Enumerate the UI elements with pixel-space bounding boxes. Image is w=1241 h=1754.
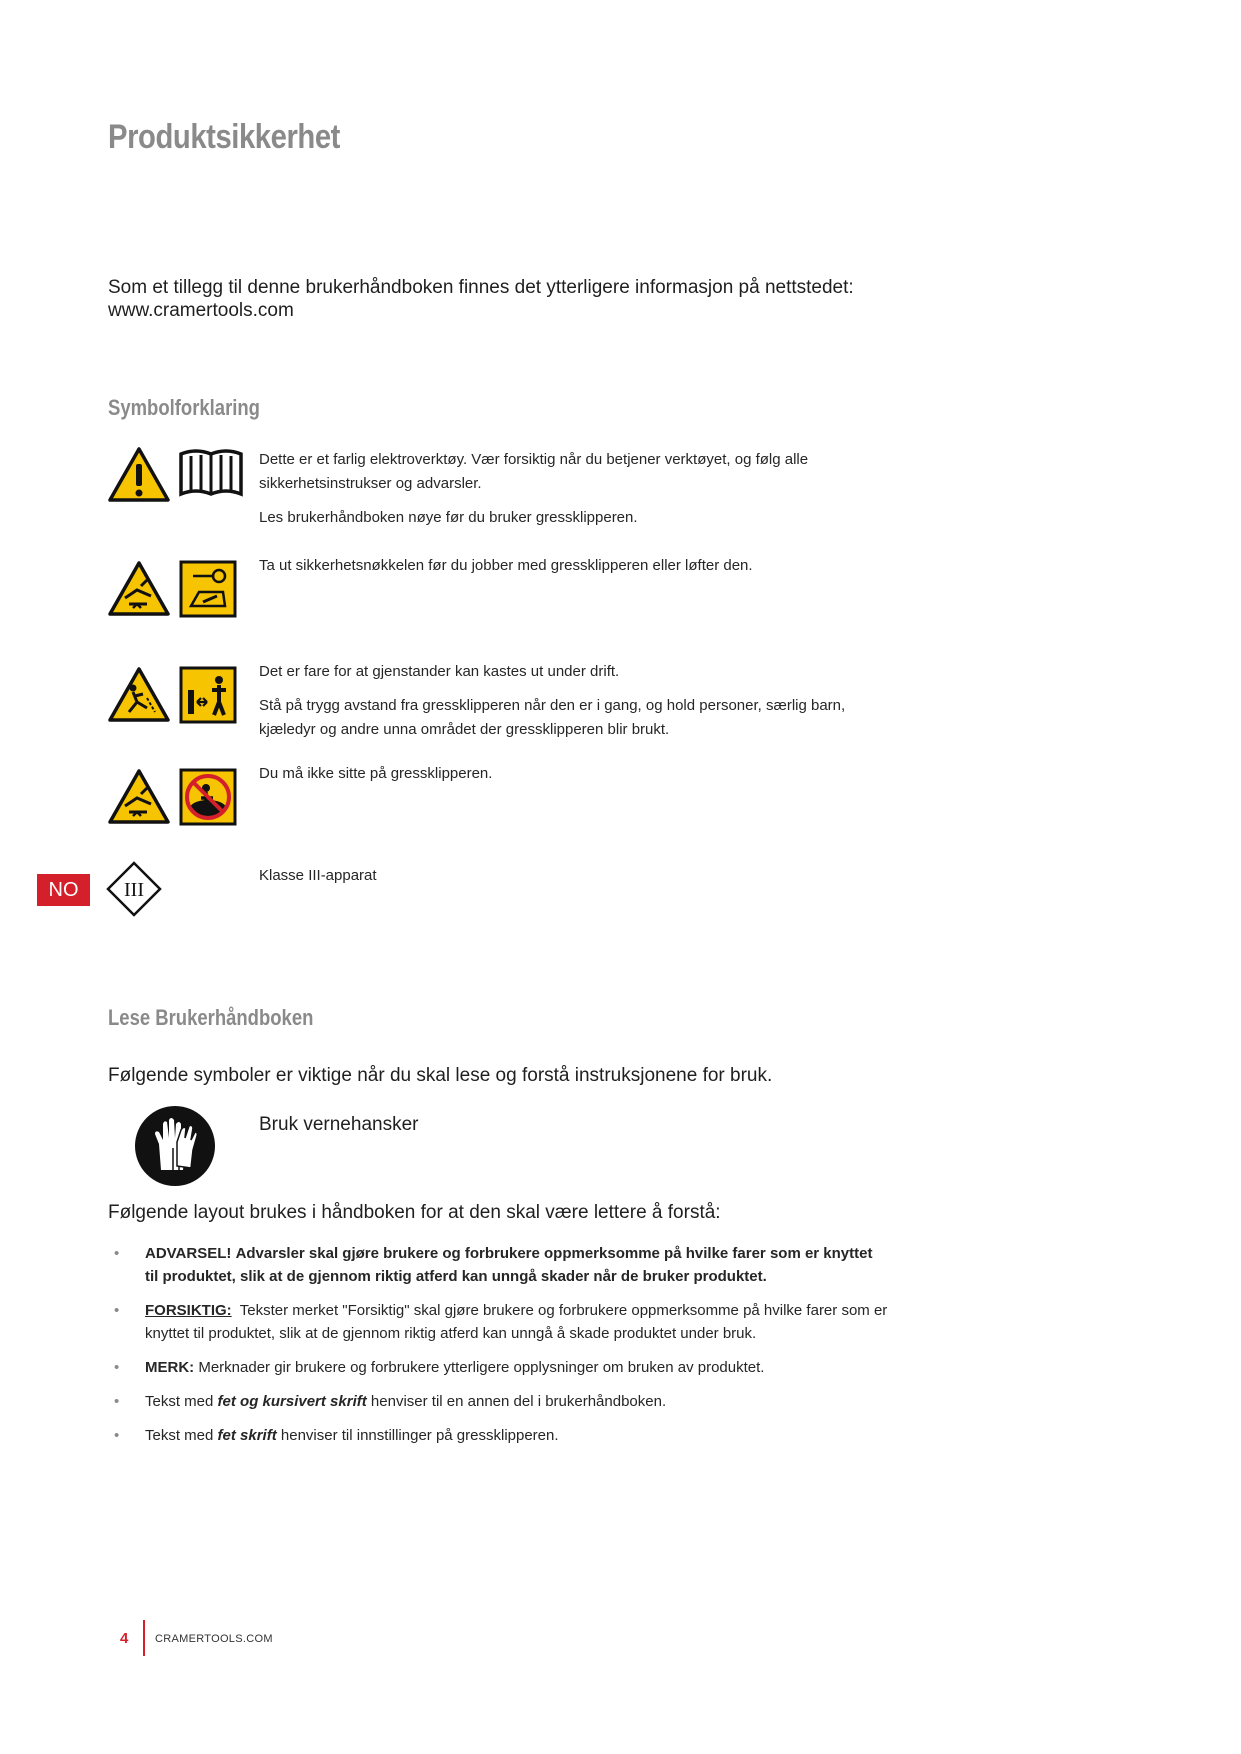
symbol-text: Du må ikke sitte på gressklipperen. bbox=[259, 765, 493, 782]
symbol-text: Stå på trygg avstand fra gressklipperen når den er i gang, og hold personer, særlig barn, kjæledyr og andre unna området der gressklipperen blir brukt. bbox=[259, 697, 846, 738]
symbol-description-2 bbox=[259, 554, 899, 588]
footer-site[interactable]: CRAMERTOOLS.COM bbox=[155, 1633, 273, 1645]
caution-label: FORSIKTIG: bbox=[145, 1302, 232, 1319]
intro-text bbox=[108, 276, 1008, 322]
layout-bullet-list bbox=[108, 1242, 888, 1458]
bold-emphasis: fet skrift bbox=[217, 1427, 277, 1444]
symbol-text: Klasse III-apparat bbox=[259, 867, 377, 884]
list-item bbox=[108, 1424, 888, 1447]
symbol-description-1 bbox=[259, 448, 899, 540]
bold-post: henviser til innstillinger på gressklipperen. bbox=[280, 1427, 559, 1444]
caution-text: Tekster merket "Forsiktig" skal gjøre brukere og forbrukere oppmerksomme på hvilke farer som er knyttet til produktet, slik at de gjennom riktig atferd kan unngå å skade produktet under bruk. bbox=[145, 1302, 888, 1342]
symbol-text: Det er fare for at gjenstander kan kastes ut under drift. bbox=[259, 663, 620, 680]
read-manual-icon bbox=[178, 448, 244, 498]
language-tab: NO bbox=[37, 874, 90, 906]
bold-pre: Tekst med bbox=[145, 1427, 214, 1444]
class-iii-icon bbox=[106, 861, 162, 917]
bolditalic-pre: Tekst med bbox=[145, 1393, 214, 1410]
list-item bbox=[108, 1390, 888, 1413]
page-number: 4 bbox=[120, 1630, 129, 1647]
warning-thrown-objects-icon bbox=[107, 666, 171, 723]
bolditalic-emphasis: fet og kursivert skrift bbox=[217, 1393, 367, 1410]
symbol-text: Dette er et farlig elektroverktøy. Vær forsiktig når du betjener verktøyet, og følg alle sikkerhetsinstrukser og advarsler. bbox=[259, 451, 809, 492]
symbol-description-4 bbox=[259, 762, 899, 796]
warning-text: Advarsler skal gjøre brukere og forbrukere oppmerksomme på hvilke farer som er knyttet til produktet, slik at de gjennom riktig atferd kan unngå skader når de bruker produktet. bbox=[145, 1245, 873, 1285]
layout-intro: Følgende layout brukes i håndboken for at den skal være lettere å forstå: bbox=[108, 1202, 721, 1223]
warning-blade-icon bbox=[107, 768, 171, 825]
page-title: Produktsikkerhet bbox=[108, 118, 340, 156]
symbol-description-3 bbox=[259, 660, 899, 752]
symbol-text: Les brukerhåndboken nøye før du bruker gressklipperen. bbox=[259, 509, 638, 526]
symbol-text: Ta ut sikkerhetsnøkkelen før du jobber med gressklipperen eller løfter den. bbox=[259, 557, 753, 574]
list-item bbox=[108, 1356, 888, 1379]
warning-exclamation-icon bbox=[107, 446, 171, 503]
note-text: Merknader gir brukere og forbrukere ytterligere opplysninger om bruken av produktet. bbox=[198, 1359, 765, 1376]
list-item bbox=[108, 1242, 888, 1288]
website-link[interactable]: www.cramertools.com bbox=[108, 300, 294, 321]
bolditalic-post: henviser til en annen del i brukerhåndboken. bbox=[370, 1393, 667, 1410]
symbols-heading: Symbolforklaring bbox=[108, 395, 260, 420]
warning-blade-icon bbox=[107, 560, 171, 617]
footer-divider bbox=[143, 1620, 145, 1656]
symbol-description-5 bbox=[259, 864, 899, 898]
intro-line: Som et tillegg til denne brukerhåndboken finnes det ytterligere informasjon på nettstedet: bbox=[108, 277, 854, 298]
no-riding-icon bbox=[179, 768, 237, 826]
note-label: MERK: bbox=[145, 1359, 195, 1376]
list-item bbox=[108, 1299, 888, 1345]
remove-key-icon bbox=[179, 560, 237, 618]
warning-label: ADVARSEL! bbox=[145, 1245, 232, 1262]
class-iii-symbol-text: III bbox=[124, 879, 144, 901]
protective-gloves-icon bbox=[133, 1104, 217, 1188]
keep-distance-icon bbox=[179, 666, 237, 724]
gloves-label: Bruk vernehansker bbox=[259, 1114, 419, 1135]
manual-heading: Lese Brukerhåndboken bbox=[108, 1005, 314, 1030]
manual-intro: Følgende symboler er viktige når du skal lese og forstå instruksjonene for bruk. bbox=[108, 1065, 773, 1086]
